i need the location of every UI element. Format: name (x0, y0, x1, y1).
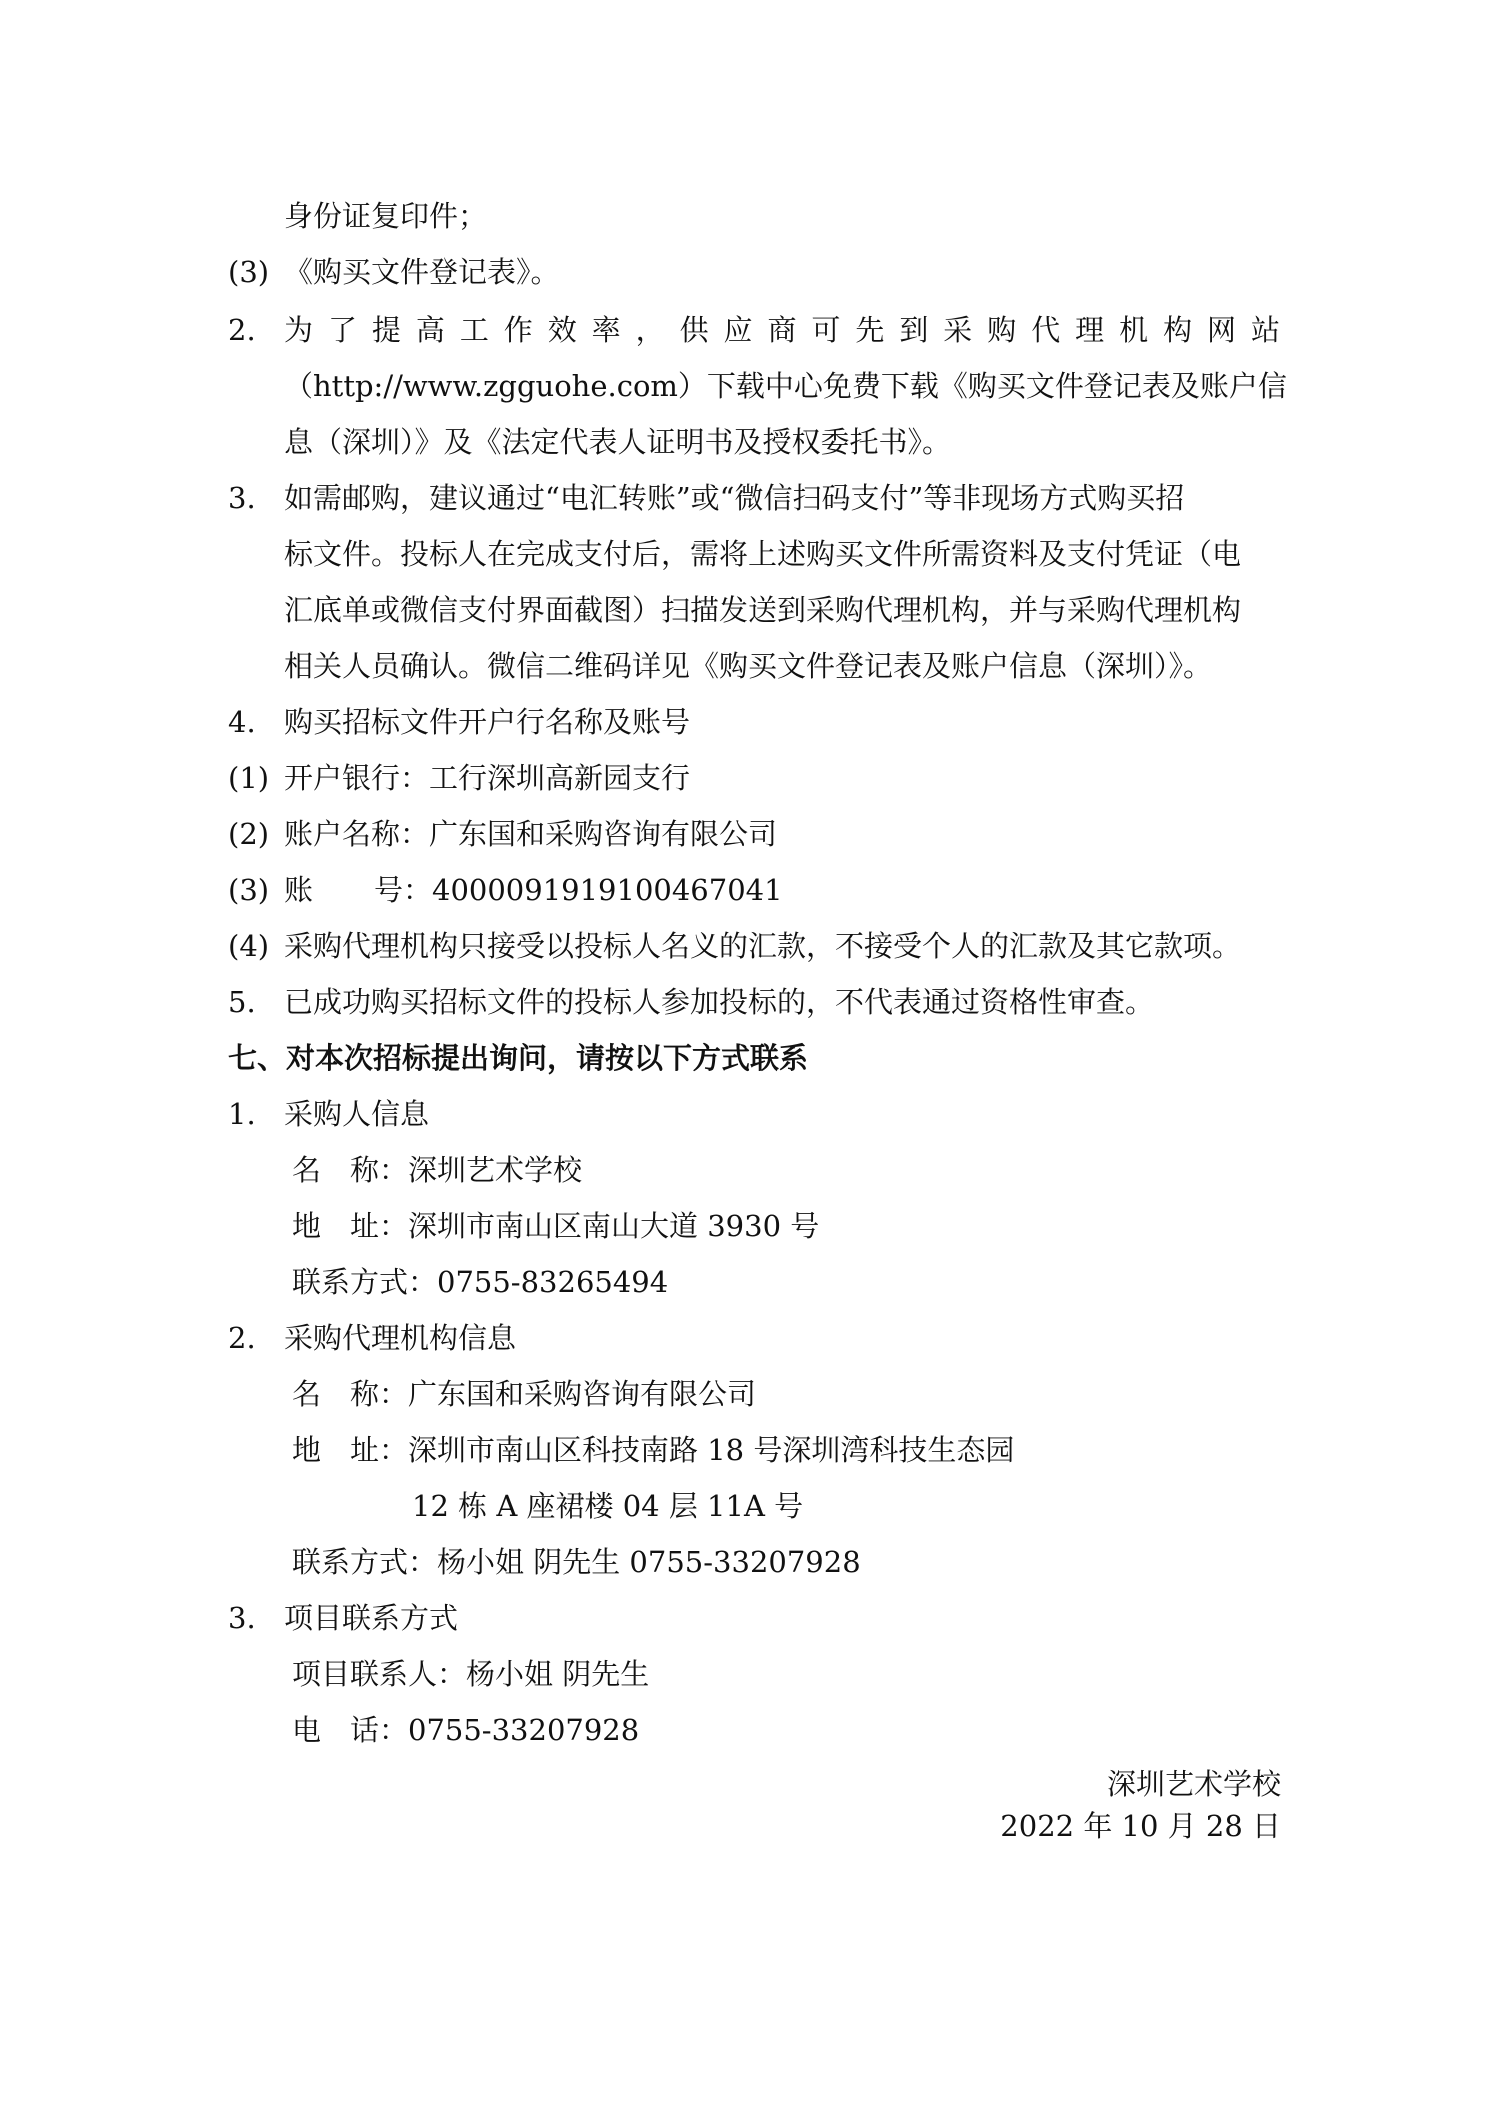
line-text: 相关人员确认。微信二维码详见《购买文件登记表及账户信息（深圳）》。 (284, 649, 1213, 683)
item-number: (4) (228, 929, 270, 963)
justified-char: 工 (459, 313, 489, 347)
line-text: 汇底单或微信支付界面截图）扫描发送到采购代理机构，并与采购代理机构 (284, 593, 1242, 627)
purchaser-contact: 联系方式：0755-83265494 (292, 1265, 669, 1299)
agency-contact: 联系方式：杨小姐 阴先生 0755-33207928 (292, 1545, 861, 1579)
justified-char: 购 (987, 313, 1017, 347)
justified-char: 构 (1163, 313, 1193, 347)
line-text: （http://www.zgguohe.com）下载中心免费下载《购买文件登记表及账户信 (284, 369, 1287, 403)
justified-char: 可 (811, 313, 841, 347)
account-label-char: 账 (284, 873, 314, 907)
justified-char: 效 (547, 313, 577, 347)
account-number: 号：4000091919100467041 (374, 873, 783, 907)
purchaser-name: 名 称：深圳艺术学校 (292, 1153, 583, 1187)
line-text: 项目联系方式 (284, 1601, 459, 1635)
justified-char: 代 (1031, 313, 1061, 347)
item-number: 3. (228, 1601, 256, 1635)
item-number: (2) (228, 817, 270, 851)
justified-char: 为 (284, 313, 314, 347)
project-contact-phone: 电 话：0755-33207928 (292, 1713, 640, 1747)
line-text: 账户名称：广东国和采购咨询有限公司 (284, 817, 778, 851)
line-text: 已成功购买招标文件的投标人参加投标的，不代表通过资格性审查。 (284, 985, 1155, 1019)
item-number: 2. (228, 313, 256, 347)
justified-char: 商 (767, 313, 797, 347)
signature-org: 深圳艺术学校 (1106, 1767, 1281, 1801)
justified-char: ， (635, 313, 665, 347)
justified-char: 先 (855, 313, 885, 347)
justified-char: 采 (943, 313, 973, 347)
line-text: 标文件。投标人在完成支付后，需将上述购买文件所需资料及支付凭证（电 (284, 537, 1242, 571)
justified-char: 率 (591, 313, 621, 347)
agency-address-cont: 12 栋 A 座裙楼 04 层 11A 号 (412, 1489, 804, 1523)
justified-char: 应 (723, 313, 753, 347)
justified-char: 作 (503, 313, 533, 347)
line-text: 《购买文件登记表》。 (284, 255, 560, 289)
line-text: 采购代理机构信息 (284, 1321, 517, 1355)
justified-char: 理 (1075, 313, 1105, 347)
justified-char: 高 (415, 313, 445, 347)
line-text: 采购代理机构只接受以投标人名义的汇款，不接受个人的汇款及其它款项。 (284, 929, 1242, 963)
justified-char: 供 (679, 313, 709, 347)
justified-char: 网 (1207, 313, 1237, 347)
item-number: (3) (228, 873, 270, 907)
line-text: 采购人信息 (284, 1097, 430, 1131)
line-text: 开户银行：工行深圳高新园支行 (284, 761, 691, 795)
justified-char: 站 (1250, 313, 1280, 347)
item-number: (3) (228, 255, 270, 289)
signature-date: 2022 年 10 月 28 日 (1000, 1809, 1281, 1843)
justified-text (284, 310, 1280, 350)
justified-char: 机 (1119, 313, 1149, 347)
line-text: 购买招标文件开户行名称及账号 (284, 705, 691, 739)
agency-name: 名 称：广东国和采购咨询有限公司 (292, 1377, 757, 1411)
item-number: 2. (228, 1321, 256, 1355)
item-number: 1. (228, 1097, 256, 1131)
item-number: 5. (228, 985, 256, 1019)
line-text: 身份证复印件； (284, 199, 488, 233)
project-contact-person: 项目联系人：杨小姐 阴先生 (292, 1657, 650, 1691)
item-number: 4. (228, 705, 256, 739)
item-number: (1) (228, 761, 270, 795)
justified-char: 提 (371, 313, 401, 347)
heading-text: 七、对本次招标提出询问，请按以下方式联系 (228, 1041, 809, 1075)
purchaser-address: 地 址：深圳市南山区南山大道 3930 号 (292, 1209, 820, 1243)
justified-char: 到 (899, 313, 929, 347)
line-text: 息（深圳）》及《法定代表人证明书及授权委托书》。 (284, 425, 952, 459)
justified-char: 了 (327, 313, 357, 347)
agency-address: 地 址：深圳市南山区科技南路 18 号深圳湾科技生态园 (292, 1433, 1015, 1467)
item-number: 3. (228, 481, 256, 515)
line-text: 如需邮购，建议通过“电汇转账”或“微信扫码支付”等非现场方式购买招 (284, 481, 1185, 515)
